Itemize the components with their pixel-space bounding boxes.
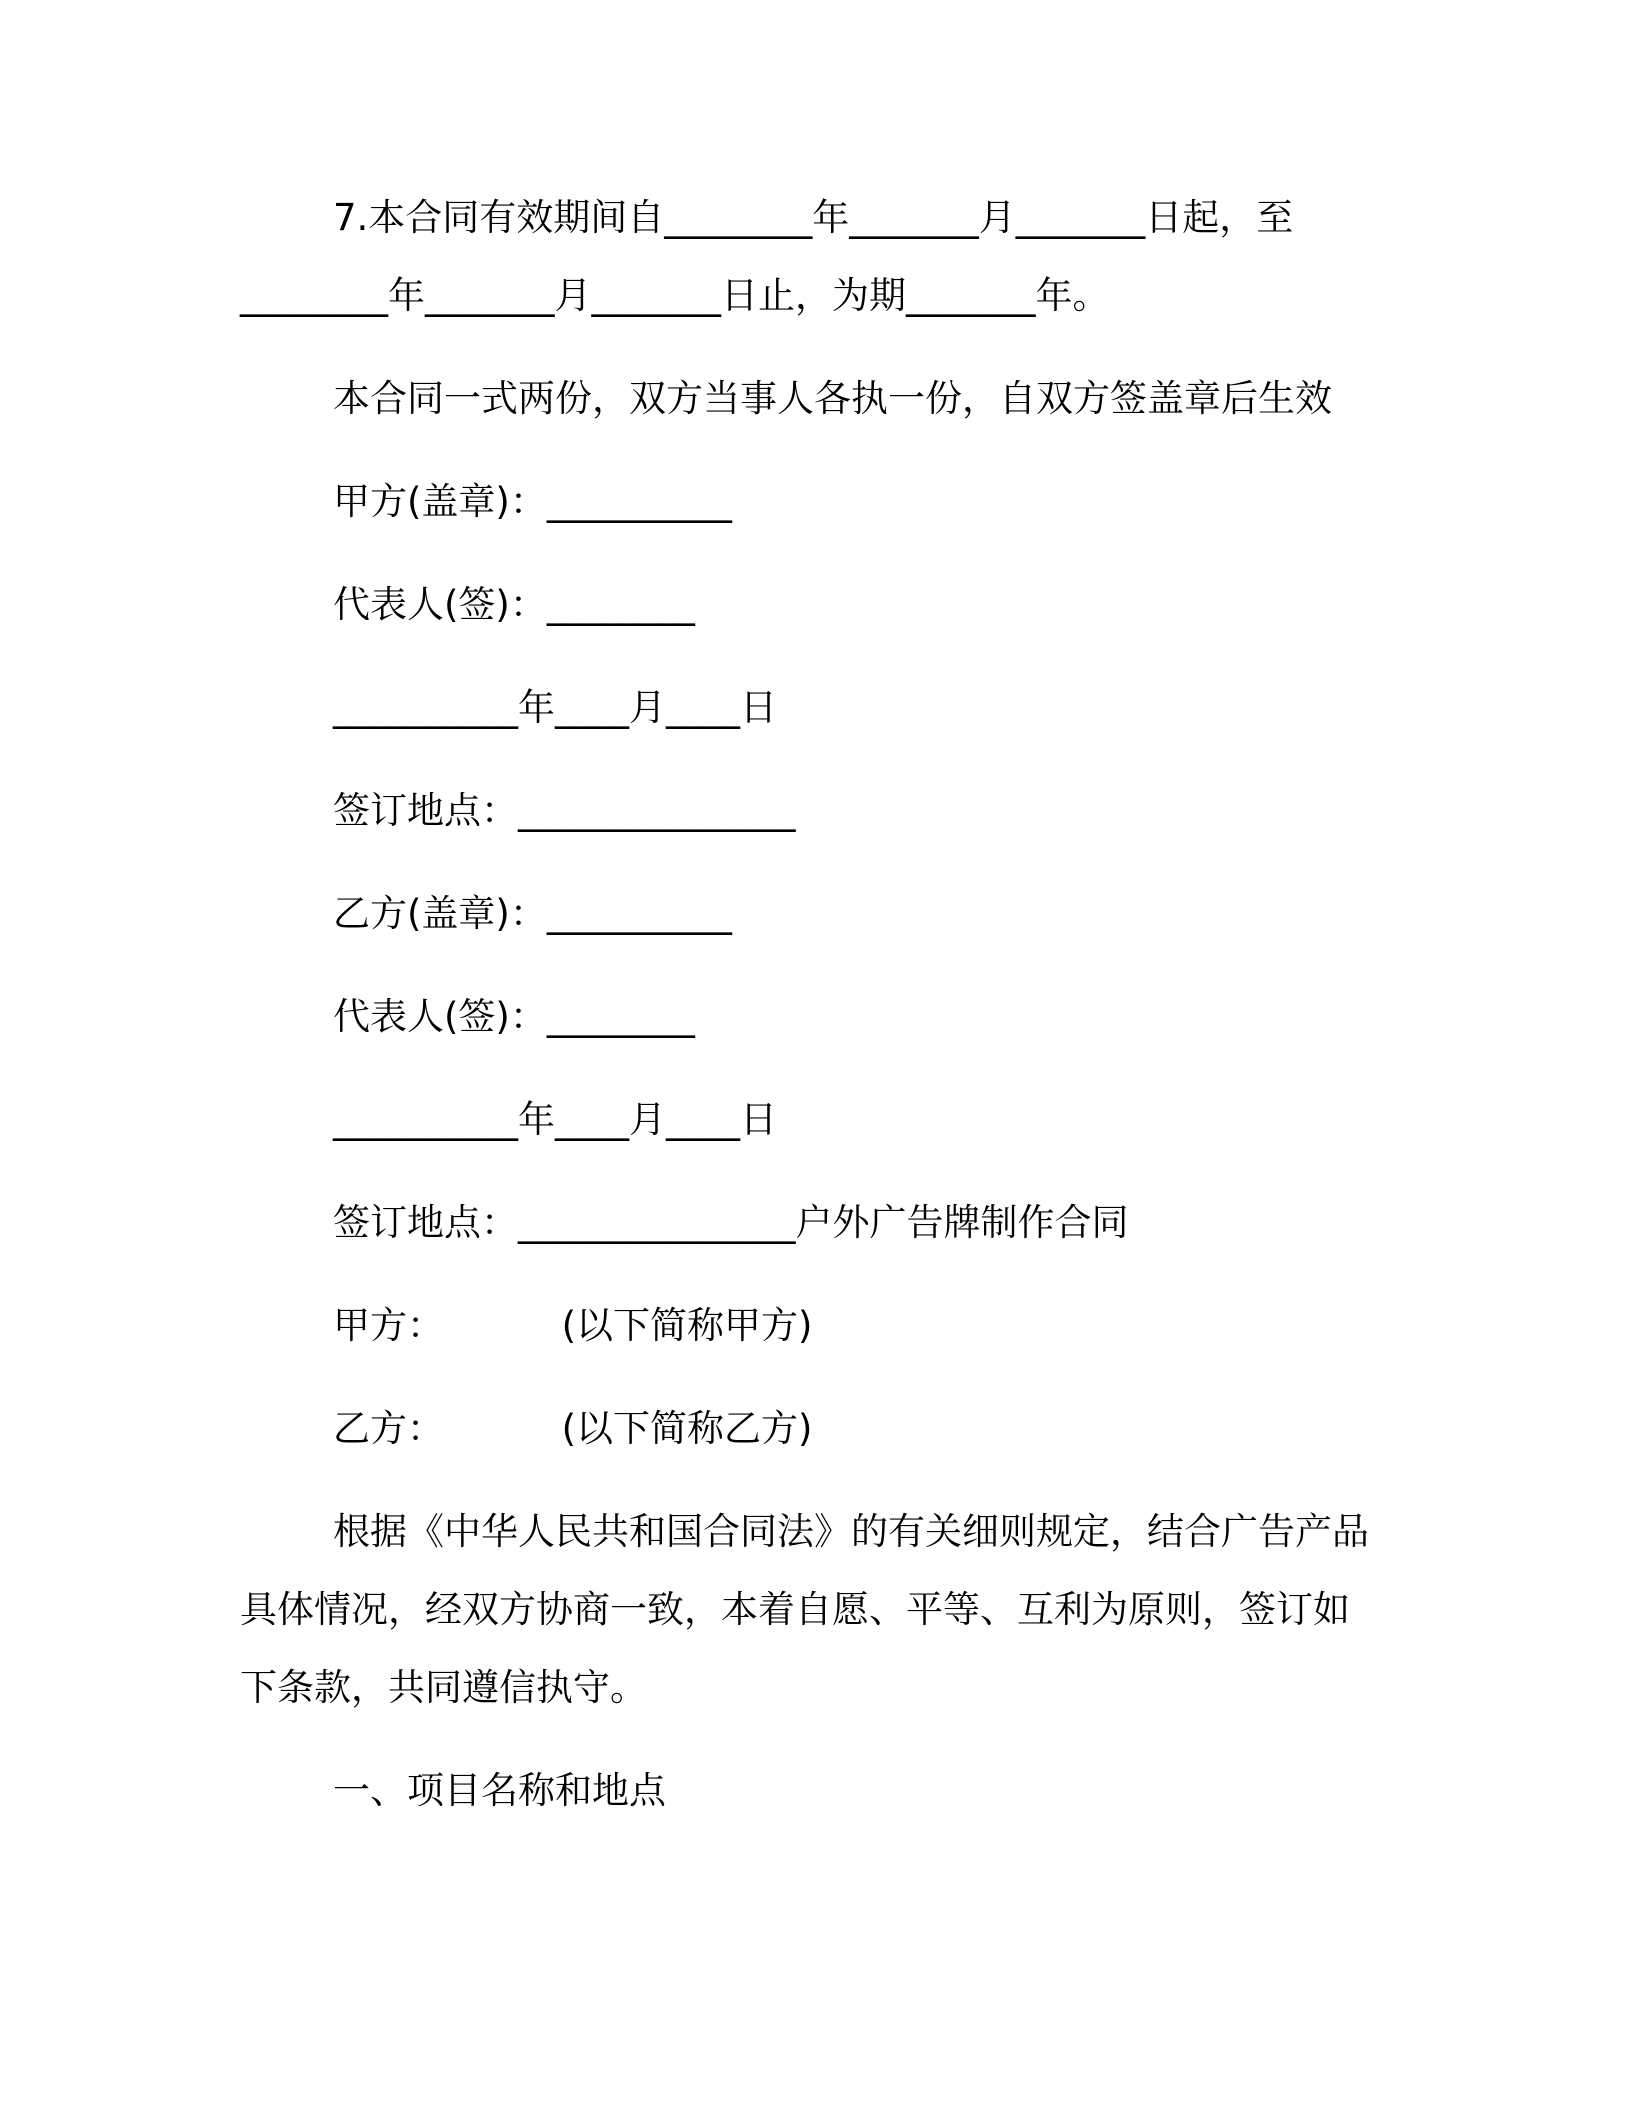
copies-clause: 本合同一式两份，双方当事人各执一份，自双方签盖章后生效 (333, 377, 1332, 420)
preamble-line-1: 根据《中华人民共和国合同法》的有关细则规定，结合广告产品 (333, 1510, 1369, 1553)
clause-7-line-1: 7.本合同有效期间自________年_______月_______日起，至 (333, 196, 1294, 239)
party-a-representative-line: 代表人(签)：________ (333, 583, 695, 626)
party-a-definition: 甲方： (以下简称甲方) (333, 1304, 813, 1347)
preamble-line-3: 下条款，共同遵信执守。 (240, 1666, 647, 1709)
party-b-place-line: 签订地点：_______________户外广告牌制作合同 (333, 1201, 1129, 1244)
party-a-place-line: 签订地点：_______________ (333, 789, 796, 832)
party-b-date-line: __________年____月____日 (333, 1098, 777, 1141)
clause-7-line-2: ________年_______月_______日止，为期_______年。 (240, 274, 1110, 317)
party-b-definition: 乙方： (以下简称乙方) (333, 1407, 813, 1450)
party-b-seal-line: 乙方(盖章)：__________ (333, 892, 732, 935)
party-a-seal-line: 甲方(盖章)：__________ (333, 480, 732, 523)
section-1-heading: 一、项目名称和地点 (333, 1769, 666, 1812)
party-b-representative-line: 代表人(签)：________ (333, 995, 695, 1038)
preamble-line-2: 具体情况，经双方协商一致，本着自愿、平等、互利为原则，签订如 (240, 1588, 1350, 1631)
party-a-date-line: __________年____月____日 (333, 686, 777, 729)
